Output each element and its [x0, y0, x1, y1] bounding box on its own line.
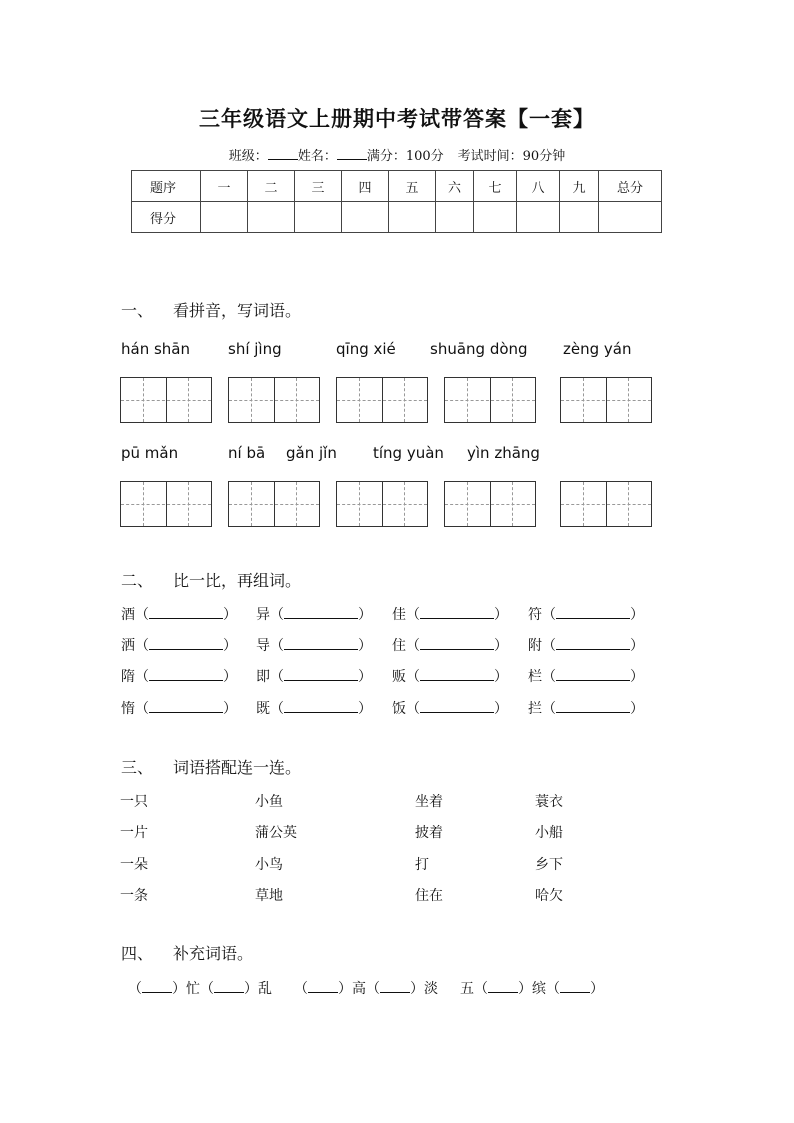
- score-cell[interactable]: [201, 202, 248, 233]
- fill-blank[interactable]: [214, 981, 244, 993]
- score-cell[interactable]: [599, 202, 662, 233]
- close-paren: ）: [494, 638, 508, 654]
- pinyin-item: hán shān: [121, 340, 190, 358]
- section-3-heading: [121, 755, 301, 778]
- answer-blank[interactable]: [556, 637, 630, 650]
- close-paren: ）: [494, 607, 508, 623]
- close-paren: ）: [494, 701, 508, 717]
- header-cell: 总分: [599, 171, 662, 202]
- fill-blank[interactable]: [560, 981, 590, 993]
- match-item[interactable]: 小鸟: [255, 857, 283, 873]
- score-cell[interactable]: [560, 202, 599, 233]
- header-cell: 八: [517, 171, 560, 202]
- header-cell: 一: [201, 171, 248, 202]
- match-item[interactable]: 草地: [255, 888, 283, 904]
- fill-blank[interactable]: [380, 981, 410, 993]
- compare-char: 酒（: [121, 607, 149, 623]
- compare-char: 栏（: [528, 669, 556, 685]
- fill-blank[interactable]: [142, 981, 172, 993]
- answer-blank[interactable]: [420, 668, 494, 681]
- answer-blank[interactable]: [284, 668, 358, 681]
- pinyin-item: pū mǎn: [121, 444, 179, 462]
- close-paren: ）: [358, 638, 372, 654]
- compare-char: 隋（: [121, 669, 149, 685]
- compare-char: 洒（: [121, 638, 149, 654]
- answer-blank[interactable]: [149, 637, 223, 650]
- header-cell: 九: [560, 171, 599, 202]
- pinyin-item: yìn zhāng: [467, 444, 540, 462]
- writing-grid[interactable]: [120, 377, 212, 423]
- score-cell[interactable]: [389, 202, 436, 233]
- section-1-heading: [121, 298, 301, 321]
- section-2-heading: [121, 568, 301, 591]
- pinyin-item: tíng yuàn: [373, 444, 444, 462]
- answer-blank[interactable]: [149, 700, 223, 713]
- compare-char: 异（: [256, 607, 284, 623]
- compare-char: 即（: [256, 669, 284, 685]
- match-item[interactable]: 哈欠: [535, 888, 563, 904]
- compare-char: 既（: [256, 701, 284, 717]
- answer-blank[interactable]: [149, 668, 223, 681]
- match-item[interactable]: 乡下: [535, 857, 563, 873]
- match-item[interactable]: 打: [415, 857, 429, 873]
- score-row-label: 得分: [132, 202, 201, 233]
- fill-blank[interactable]: [308, 981, 338, 993]
- writing-grid[interactable]: [228, 481, 320, 527]
- compare-char: 惰（: [121, 701, 149, 717]
- close-paren: ）: [223, 701, 237, 717]
- fill-word-3: 五（ ）缤（ ）: [460, 981, 604, 997]
- answer-blank[interactable]: [556, 668, 630, 681]
- match-item[interactable]: 披着: [415, 825, 443, 841]
- score-table-row: [132, 202, 662, 233]
- answer-blank[interactable]: [556, 700, 630, 713]
- match-item[interactable]: 住在: [415, 888, 443, 904]
- close-paren: ）: [358, 607, 372, 623]
- close-paren: ）: [494, 669, 508, 685]
- name-label: 姓名：: [297, 149, 337, 164]
- match-item[interactable]: 坐着: [415, 794, 443, 810]
- answer-blank[interactable]: [420, 700, 494, 713]
- section-title: 词语搭配连一连。: [173, 758, 302, 777]
- match-item[interactable]: 一片: [120, 825, 148, 841]
- answer-blank[interactable]: [149, 606, 223, 619]
- section-4-heading: [121, 941, 253, 964]
- section-title: 看拼音，写词语。: [173, 301, 302, 320]
- header-cell: 四: [342, 171, 389, 202]
- answer-blank[interactable]: [556, 606, 630, 619]
- close-paren: ）: [358, 701, 372, 717]
- match-item[interactable]: 一朵: [120, 857, 148, 873]
- fill-words-row: [128, 978, 604, 998]
- header-cell: 二: [248, 171, 295, 202]
- pinyin-item: gǎn jǐn: [286, 444, 337, 462]
- close-paren: ）: [223, 638, 237, 654]
- pinyin-item: qīng xié: [336, 340, 396, 358]
- match-item[interactable]: 一条: [120, 888, 148, 904]
- score-cell[interactable]: [295, 202, 342, 233]
- fill-word-1: （ ）忙（ ）乱: [128, 981, 272, 997]
- score-cell[interactable]: [474, 202, 517, 233]
- writing-grid[interactable]: [560, 481, 652, 527]
- section-title: 补充词语。: [173, 944, 254, 963]
- header-cell: 七: [474, 171, 517, 202]
- compare-char: 饭（: [392, 701, 420, 717]
- match-item[interactable]: 蒲公英: [255, 825, 297, 841]
- close-paren: ）: [630, 638, 644, 654]
- header-cell: 题序: [132, 171, 201, 202]
- answer-blank[interactable]: [284, 606, 358, 619]
- section-number: 一、: [121, 301, 154, 320]
- section-number: 二、: [121, 571, 154, 590]
- writing-grid[interactable]: [444, 481, 536, 527]
- score-table: [131, 170, 662, 233]
- compare-char: 拦（: [528, 701, 556, 717]
- class-label: 班级：: [228, 149, 268, 164]
- close-paren: ）: [223, 607, 237, 623]
- writing-grid[interactable]: [336, 481, 428, 527]
- answer-blank[interactable]: [420, 637, 494, 650]
- score-cell[interactable]: [248, 202, 295, 233]
- compare-char: 导（: [256, 638, 284, 654]
- compare-char: 住（: [392, 638, 420, 654]
- exam-time: 考试时间：90分钟: [457, 149, 566, 164]
- section-title: 比一比，再组词。: [173, 571, 302, 590]
- writing-grid[interactable]: [120, 481, 212, 527]
- answer-blank[interactable]: [284, 700, 358, 713]
- close-paren: ）: [630, 669, 644, 685]
- close-paren: ）: [358, 669, 372, 685]
- match-item[interactable]: 小鱼: [255, 794, 283, 810]
- section-number: 四、: [121, 944, 154, 963]
- pinyin-item: shuāng dòng: [430, 340, 528, 358]
- writing-grid[interactable]: [228, 377, 320, 423]
- full-score: 满分：100分: [366, 149, 444, 164]
- header-cell: 五: [389, 171, 436, 202]
- close-paren: ）: [630, 701, 644, 717]
- fill-word-2: （ ）高（ ）淡: [294, 981, 438, 997]
- writing-grid[interactable]: [336, 377, 428, 423]
- section-number: 三、: [121, 758, 154, 777]
- close-paren: ）: [223, 669, 237, 685]
- match-item[interactable]: 小船: [535, 825, 563, 841]
- score-cell[interactable]: [342, 202, 389, 233]
- compare-char: 附（: [528, 638, 556, 654]
- answer-blank[interactable]: [420, 606, 494, 619]
- pinyin-item: ní bā: [228, 444, 266, 462]
- fill-blank[interactable]: [488, 981, 518, 993]
- compare-char: 符（: [528, 607, 556, 623]
- score-cell[interactable]: [436, 202, 474, 233]
- close-paren: ）: [630, 607, 644, 623]
- writing-grid[interactable]: [560, 377, 652, 423]
- match-item[interactable]: 一只: [120, 794, 148, 810]
- score-cell[interactable]: [517, 202, 560, 233]
- answer-blank[interactable]: [284, 637, 358, 650]
- compare-char: 贩（: [392, 669, 420, 685]
- pinyin-item: shí jìng: [228, 340, 282, 358]
- match-item[interactable]: 蓑衣: [535, 794, 563, 810]
- name-blank[interactable]: [337, 149, 367, 160]
- score-table-header: [132, 171, 662, 202]
- page-title: 三年级语文上册期中考试带答案【一套】: [199, 106, 595, 131]
- header-cell: 六: [436, 171, 474, 202]
- writing-grid[interactable]: [444, 377, 536, 423]
- pinyin-item: zèng yán: [563, 340, 632, 358]
- class-blank[interactable]: [268, 149, 298, 160]
- header-cell: 三: [295, 171, 342, 202]
- exam-info: [0, 145, 794, 164]
- compare-char: 佳（: [392, 607, 420, 623]
